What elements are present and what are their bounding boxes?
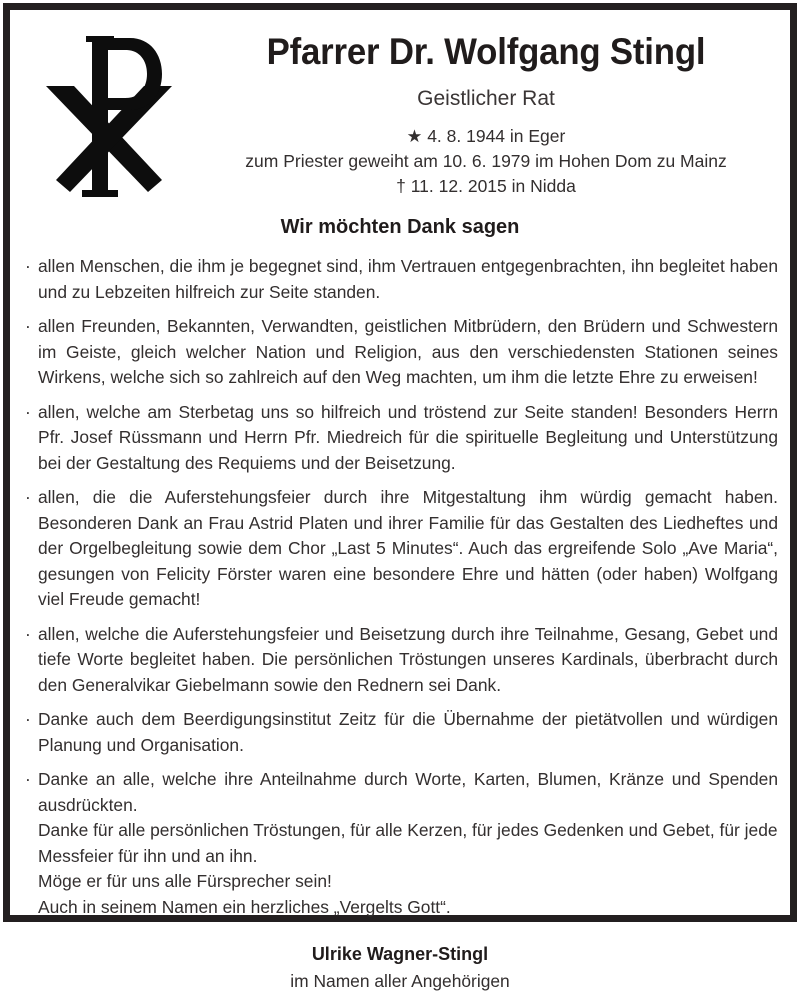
bullet-marker: ·: [25, 623, 31, 644]
notice-header: [22, 24, 778, 206]
list-item: [22, 400, 778, 477]
list-item-paragraph: allen, welche am Sterbetag uns so hilfreich und tröstend zur Seite standen! Besonders Herrn Pfr. Josef Rüssmann und Herrn Pfr. Miedreich für die spirituelle Begleitung und Unterstützung bei der Gestaltung des Requiems und der Beisetzung.: [38, 401, 778, 473]
list-item: [22, 622, 778, 699]
notice-frame: [3, 3, 797, 991]
list-item: [22, 254, 778, 305]
bullet-marker: ·: [25, 256, 31, 276]
thanks-heading: Wir möchten Dank sagen: [280, 216, 520, 238]
signer-note: im Namen aller Angehörigen: [290, 971, 510, 991]
list-item-paragraph: Danke an alle, welche ihre Anteilnahme durch Worte, Karten, Blumen, Kränze und Spenden ausdrückten.: [38, 769, 778, 815]
birth-line: ★ 4. 8. 1944 in Eger: [406, 126, 566, 146]
list-item: [22, 707, 778, 758]
death-line: † 11. 12. 2015 in Nidda: [396, 176, 576, 196]
chi-rho-icon: [40, 30, 178, 202]
bullet-marker: ·: [25, 401, 31, 422]
notice-content: [10, 10, 790, 991]
header-text-block: [194, 24, 778, 199]
list-item: [22, 485, 778, 613]
life-dates-block: [194, 124, 778, 199]
page-title: Pfarrer Dr. Wolfgang Stingl: [266, 31, 706, 72]
list-item-paragraph: allen Menschen, die ihm je begegnet sind, ihm Vertrauen entgegenbrachten, ihn begleitet haben und zu Lebzeiten hilfreich zur Seite standen.: [38, 256, 778, 302]
bullet-marker: ·: [25, 487, 31, 507]
ordination-line: zum Priester geweiht am 10. 6. 1979 im Hohen Dom zu Mainz: [245, 151, 727, 171]
bullet-marker: ·: [25, 709, 31, 729]
bullet-marker: ·: [25, 769, 31, 789]
honorific-subtitle: Geistlicher Rat: [417, 87, 555, 110]
list-item-paragraph: Danke für alle persönlichen Tröstungen, für alle Kerzen, für jedes Gedenken und Gebet, für jede Messfeier für ihn und an ihn.: [38, 820, 778, 866]
signer-name: Ulrike Wagner-Stingl: [311, 944, 489, 964]
list-item: [22, 767, 778, 920]
list-item: [22, 314, 778, 391]
thanks-list: [22, 254, 778, 920]
list-item-paragraph: Möge er für uns alle Fürsprecher sein!: [38, 871, 332, 891]
list-item-paragraph: Danke auch dem Beerdigungsinstitut Zeitz für die Übernahme der pietätvollen und würdigen Planung und Organisation.: [38, 709, 778, 755]
bullet-marker: ·: [25, 316, 31, 336]
signature-block: [22, 942, 778, 994]
list-item-paragraph: allen, welche die Auferstehungsfeier und Beisetzung durch ihre Teilnahme, Gesang, Gebet und tiefe Worte begleitet haben. Die persönlichen Tröstungen unseres Kardinals, überbracht durch den Generalvikar Giebelmann sowie den Rednern sei Dank.: [38, 623, 778, 695]
list-item-paragraph: allen, die die Auferstehungsfeier durch ihre Mitgestaltung ihm würdig gemacht haben. Besonderen Dank an Frau Astrid Platen und ihrer Familie für das Gestalten des Liedheftes und der Orgelbegleitung sowie dem Chor „Last 5 Minutes“. Auch das ergreifende Solo „Ave Maria“, gesungen von Felicity Förster waren eine besondere Ehre und hätten (oder haben) Wolfgang viel Freude gemacht!: [38, 487, 778, 609]
list-item-paragraph: allen Freunden, Bekannten, Verwandten, geistlichen Mitbrüdern, den Brüdern und Schwestern im Geiste, gleich welcher Nation und Religion, aus den verschiedensten Stationen seines Wirkens, welche sich so zahlreich auf den Weg machten, um ihm die letzte Ehre zu erweisen!: [38, 316, 778, 387]
list-item-paragraph: Auch in seinem Namen ein herzliches „Vergelts Gott“.: [38, 896, 451, 917]
